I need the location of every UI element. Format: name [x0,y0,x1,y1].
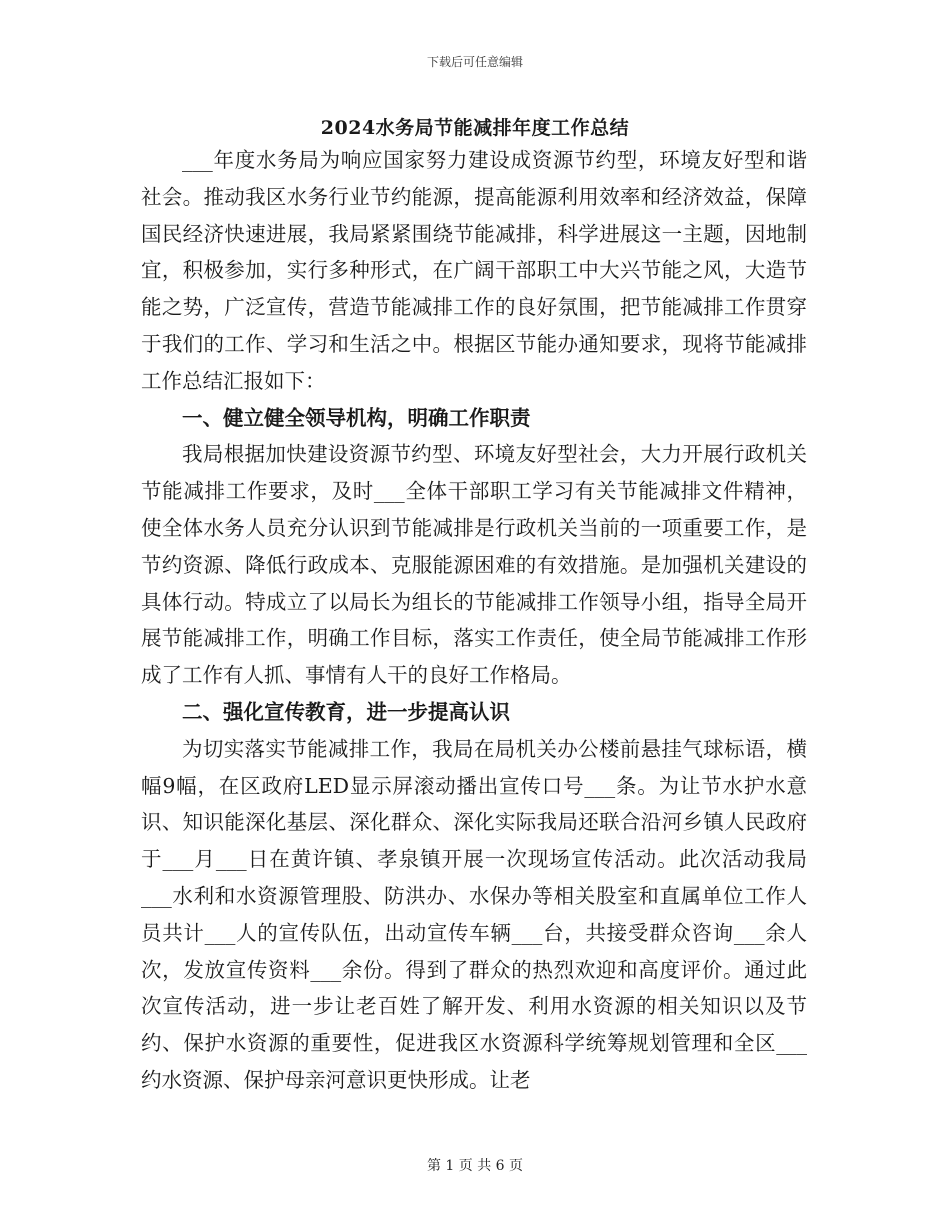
section-2-paragraph: 为切实落实节能减排工作，我局在局机关办公楼前悬挂气球标语，横幅9幅，在区政府LED显示屏滚动播出宣传口号___条。为让节水护水意识、知识能深化基层、深化群众、深化实际我局还联合沿河乡镇人民政府于___月___日在黄许镇、孝泉镇开展一次现场宣传活动。此次活动我局___水利和水资源管理股、防洪办、水保办等相关股室和直属单位工作人员共计___人的宣传队伍，出动宣传车辆___台，共接受群众咨询___余人次，发放宣传资料___余份。得到了群众的热烈欢迎和高度评价。通过此次宣传活动，进一步让老百姓了解开发、利用水资源的相关知识以及节约、保护水资源的重要性，促进我区水资源科学统筹规划管理和全区___约水资源、保护母亲河意识更快形成。让老 [141,736,807,1092]
intro-paragraph: ___年度水务局为响应国家努力建设成资源节约型，环境友好型和谐社会。推动我区水务行业节约能源，提高能源利用效率和经济效益，保障国民经济快速进展，我局紧紧围绕节能减排，科学进展这一主题，因地制宜，积极参加，实行多种形式，在广阔干部职工中大兴节能之风，大造节能之势，广泛宣传，营造节能减排工作的良好氛围，把节能减排工作贯穿于我们的工作、学习和生活之中。根据区节能办通知要求，现将节能减排工作总结汇报如下： [141,148,807,393]
page-footer: 第 1 页 共 6 页 [426,1158,524,1174]
header-note: 下载后可任意编辑 [426,55,523,69]
section-1-paragraph: 我局根据加快建设资源节约型、环境友好型社会，大力开展行政机关节能减排工作要求，及时___全体干部职工学习有关节能减排文件精神，使全体水务人员充分认识到节能减排是行政机关当前的一项重要工作，是节约资源、降低行政成本、克服能源困难的有效措施。是加强机关建设的具体行动。特成立了以局长为组长的节能减排工作领导小组，指导全局开展节能减排工作，明确工作目标，落实工作责任，使全局节能减排工作形成了工作有人抓、事情有人干的良好工作格局。 [141,442,807,688]
section-heading-1: 一、健立健全领导机构，明确工作职责 [182,405,531,430]
section-heading-2: 二、强化宣传教育，进一步提高认识 [182,699,510,724]
document-title: 2024水务局节能减排年度工作总结 [320,117,630,139]
document-body [141,142,807,1099]
